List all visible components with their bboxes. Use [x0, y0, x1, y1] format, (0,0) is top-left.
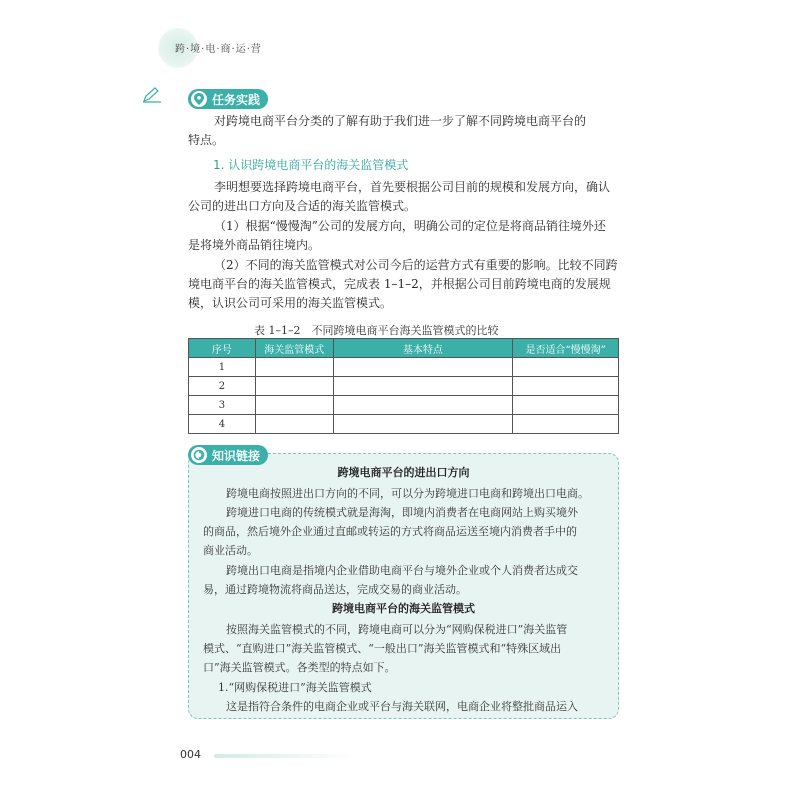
- pencil-icon: [142, 87, 162, 103]
- header-mode: 海关监管模式: [255, 339, 333, 358]
- blank-cell[interactable]: [255, 396, 333, 415]
- knowledge-link-badge: [188, 445, 268, 465]
- header-suitability: 是否适合“慢慢淘”: [513, 339, 619, 358]
- table-row: [189, 358, 619, 377]
- page-number: 004: [180, 748, 201, 761]
- comparison-table: [188, 338, 619, 434]
- blank-cell[interactable]: [513, 396, 619, 415]
- knowledge-line: 商业活动。: [203, 544, 258, 557]
- task-practice-badge: [188, 89, 268, 109]
- table-row: [189, 377, 619, 396]
- knowledge-line: 易，通过跨境物流将商品送达，完成交易的商业活动。: [203, 583, 467, 596]
- knowledge-line: 按照海关监管模式的不同，跨境电商可以分为“网购保税进口”海关监管: [226, 623, 568, 636]
- knowledge-subheading: 1.“网购保税进口”海关监管模式: [218, 681, 372, 694]
- paragraph-2-line-1: （1）根据“慢慢淘”公司的发展方向，明确公司的定位是将商品销往境外还: [214, 219, 606, 233]
- link-icon: [191, 447, 207, 463]
- knowledge-link-label: 知识链接: [212, 448, 261, 463]
- intro-line-2: 特点。: [188, 133, 225, 147]
- section-title: 1. 认识跨境电商平台的海关监管模式: [213, 158, 409, 172]
- header-index: 序号: [189, 339, 256, 358]
- knowledge-line: 跨境出口电商是指境内企业借助电商平台与境外企业或个人消费者达成交: [226, 564, 578, 577]
- knowledge-title-2: 跨境电商平台的海关监管模式: [332, 602, 475, 615]
- knowledge-line: 这是指符合条件的电商企业或平台与海关联网，电商企业将整批商品运入: [226, 700, 578, 713]
- blank-cell[interactable]: [255, 377, 333, 396]
- running-header: 跨·境·电·商·运·营: [175, 44, 262, 55]
- row-index: 4: [189, 415, 256, 434]
- table-header-row: [189, 339, 619, 358]
- paragraph-3-line-3: 模，认识公司可采用的海关监管模式。: [188, 296, 393, 310]
- intro-line-1: 对跨境电商平台分类的了解有助于我们进一步了解不同跨境电商平台的: [214, 114, 587, 128]
- knowledge-line: 跨境电商按照进出口方向的不同，可以分为跨境进口电商和跨境出口电商。: [226, 487, 589, 500]
- row-index: 2: [189, 377, 256, 396]
- footer-decoration: [214, 754, 354, 758]
- paragraph-3-line-2: 境电商平台的海关监管模式，完成表 1–1–2，并根据公司目前跨境电商的发展规: [188, 277, 611, 291]
- blank-cell[interactable]: [513, 377, 619, 396]
- blank-cell[interactable]: [333, 358, 513, 377]
- header-features: 基本特点: [333, 339, 513, 358]
- table-row: [189, 415, 619, 434]
- knowledge-title-1: 跨境电商平台的进出口方向: [337, 466, 470, 479]
- table-caption: 表 1–1–2 不同跨境电商平台海关监管模式的比较: [254, 324, 499, 337]
- blank-cell[interactable]: [333, 377, 513, 396]
- blank-cell[interactable]: [255, 415, 333, 434]
- knowledge-line: 口”海关监管模式。各类型的特点如下。: [203, 661, 396, 674]
- table-row: [189, 396, 619, 415]
- row-index: 3: [189, 396, 256, 415]
- task-practice-label: 任务实践: [212, 92, 261, 107]
- paragraph-1-line-1: 李明想要选择跨境电商平台，首先要根据公司目前的规模和发展方向，确认: [214, 180, 611, 194]
- row-index: 1: [189, 358, 256, 377]
- paragraph-2-line-2: 是将境外商品销往境内。: [188, 238, 321, 252]
- blank-cell[interactable]: [333, 396, 513, 415]
- blank-cell[interactable]: [333, 415, 513, 434]
- blank-cell[interactable]: [513, 358, 619, 377]
- blank-cell[interactable]: [255, 358, 333, 377]
- paragraph-1-line-2: 公司的进出口方向及合适的海关监管模式。: [188, 199, 417, 213]
- knowledge-line: 模式、“直购进口”海关监管模式、“一般出口”海关监管模式和“特殊区域出: [203, 642, 562, 655]
- paragraph-3-line-1: （2）不同的海关监管模式对公司今后的运营方式有重要的影响。比较不同跨: [214, 258, 618, 272]
- location-pin-icon: [191, 91, 207, 107]
- knowledge-line: 的商品，然后境外企业通过直邮或转运的方式将商品运送至境内消费者手中的: [203, 525, 577, 538]
- knowledge-line: 跨境进口电商的传统模式就是海淘，即境内消费者在电商网站上购买境外: [226, 506, 578, 519]
- blank-cell[interactable]: [513, 415, 619, 434]
